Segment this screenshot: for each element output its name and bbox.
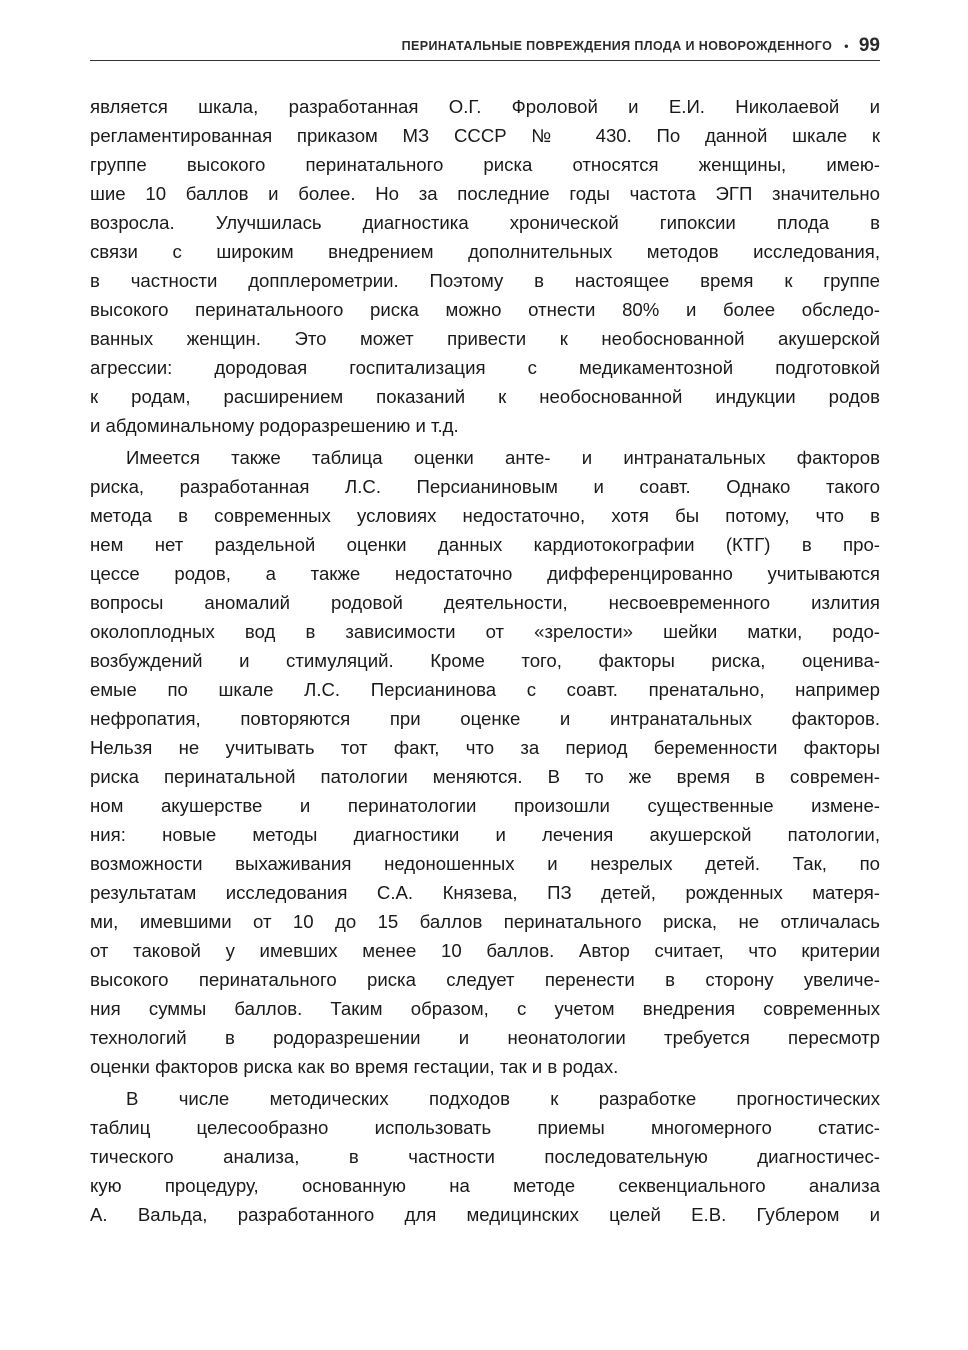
paragraph-3 — [90, 1084, 880, 1229]
text-line: ванных женщин. Это может привести к необоснованной акушерской — [90, 328, 880, 349]
text-line: в частности допплерометрии. Поэтому в настоящее время к группе — [90, 270, 880, 291]
text-line: группе высокого перинатального риска относятся женщины, имею- — [90, 154, 880, 175]
text-line: вопросы аномалий родовой деятельности, несвоевременного излития — [90, 592, 880, 613]
text-line: возможности выхаживания недоношенных и незрелых детей. Так, по — [90, 853, 880, 874]
text-line: от таковой у имевших менее 10 баллов. Автор считает, что критерии — [90, 940, 880, 961]
text-line: связи с широким внедрением дополнительных методов исследования, — [90, 241, 880, 262]
text-line: к родам, расширением показаний к необоснованной индукции родов — [90, 386, 880, 407]
text-line: нефропатия, повторяются при оценке и интранатальных факторов. — [90, 708, 880, 729]
text-line: результатам исследования С.А. Князева, ПЗ детей, рожденных матеря- — [90, 882, 880, 903]
text-line: кую процедуру, основанную на методе секвенциального анализа — [90, 1175, 880, 1196]
body-text — [90, 92, 880, 1229]
text-line: таблиц целесообразно использовать приемы многомерного статис- — [90, 1117, 880, 1138]
text-line: шие 10 баллов и более. Но за последние годы частота ЭГП значительно — [90, 183, 880, 204]
text-line: технологий в родоразрешении и неонатологии требуется пересмотр — [90, 1027, 880, 1048]
text-line: Нельзя не учитывать тот факт, что за период беременности факторы — [90, 737, 880, 758]
text-line: является шкала, разработанная О.Г. Фроловой и Е.И. Николаевой и — [90, 96, 880, 117]
paragraph-1 — [90, 92, 880, 440]
text-line: емые по шкале Л.С. Персианинова с соавт. пренатально, например — [90, 679, 880, 700]
paragraph-2 — [90, 443, 880, 1081]
text-line: ния суммы баллов. Таким образом, с учетом внедрения современных — [90, 998, 880, 1019]
header-rule — [90, 60, 880, 61]
text-line: ми, имевшими от 10 до 15 баллов перинатального риска, не отличалась — [90, 911, 880, 932]
running-header — [90, 34, 880, 58]
text-line: Имеется также таблица оценки анте- и интранатальных факторов — [126, 447, 880, 468]
text-line: возбуждений и стимуляций. Кроме того, факторы риска, оценива- — [90, 650, 880, 671]
text-line: ном акушерстве и перинатологии произошли существенные измене- — [90, 795, 880, 816]
header-bullet: • — [844, 39, 849, 53]
text-line: нем нет раздельной оценки данных кардиотокографии (КТГ) в про- — [90, 534, 880, 555]
text-line: В числе методических подходов к разработке прогностических — [126, 1088, 880, 1109]
text-line: цессе родов, а также недостаточно дифференцированно учитываются — [90, 563, 880, 584]
page-number: 99 — [858, 35, 880, 56]
text-line: околоплодных вод в зависимости от «зрелости» шейки матки, родо- — [90, 621, 880, 642]
text-line: тического анализа, в частности последовательную диагностичес- — [90, 1146, 880, 1167]
text-line: риска, разработанная Л.С. Персианиновым и соавт. Однако такого — [90, 476, 880, 497]
text-line: возросла. Улучшилась диагностика хронической гипоксии плода в — [90, 212, 880, 233]
text-line: агрессии: дородовая госпитализация с медикаментозной подготовкой — [90, 357, 880, 378]
text-line: метода в современных условиях недостаточно, хотя бы потому, что в — [90, 505, 880, 526]
text-line: регламентированная приказом МЗ СССР № 430. По данной шкале к — [90, 125, 880, 146]
text-line: ния: новые методы диагностики и лечения акушерской патологии, — [90, 824, 880, 845]
text-line: А. Вальда, разработанного для медицинских целей Е.В. Гублером и — [90, 1204, 880, 1225]
text-line: высокого перинатальноого риска можно отнести 80% и более обследо- — [90, 299, 880, 320]
running-header-title: ПЕРИНАТАЛЬНЫЕ ПОВРЕЖДЕНИЯ ПЛОДА И НОВОРОЖДЕННОГО — [401, 39, 833, 53]
text-line: риска перинатальной патологии меняются. В то же время в современ- — [90, 766, 880, 787]
text-line: оценки факторов риска как во время гестации, так и в родах. — [90, 1056, 619, 1077]
text-line: и абдоминальному родоразрешению и т.д. — [90, 415, 459, 436]
text-line: высокого перинатального риска следует перенести в сторону увеличе- — [90, 969, 880, 990]
